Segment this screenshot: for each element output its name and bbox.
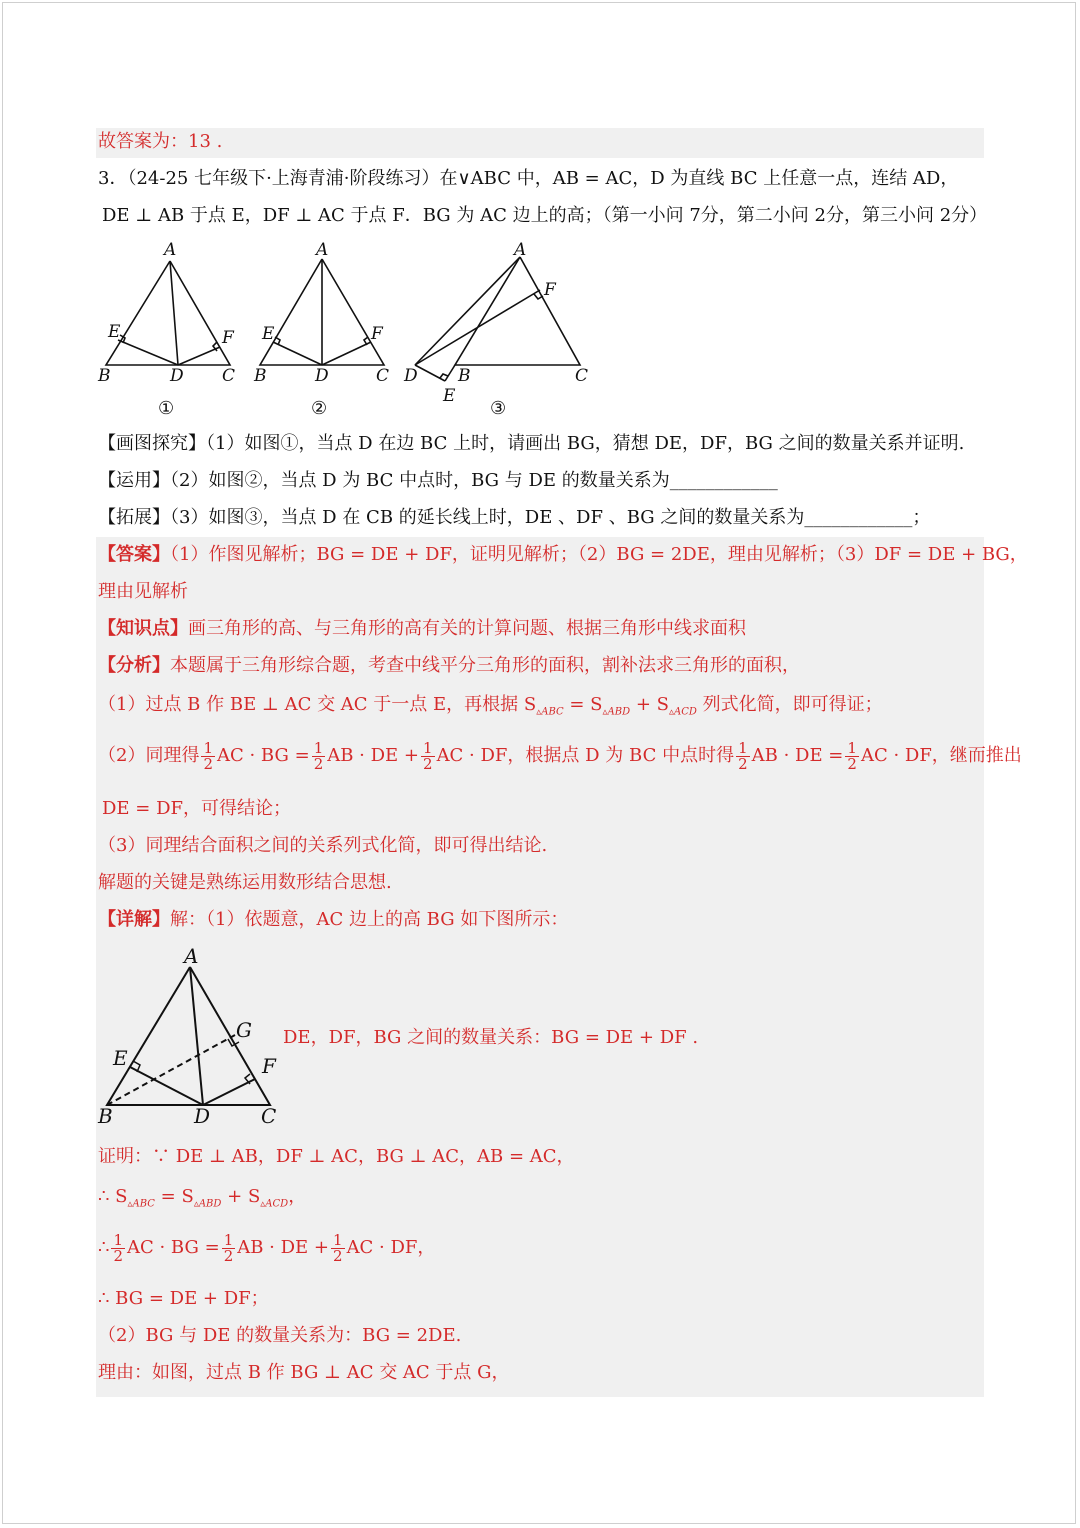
proof-line-4: ∴ BG = DE + DF； bbox=[98, 1288, 269, 1309]
p3-b: AC · BG = bbox=[127, 1237, 220, 1258]
fraction-half: $\frac{1}{2}$ bbox=[113, 1230, 123, 1265]
figure-3 bbox=[415, 257, 580, 381]
sol-label-E: E bbox=[113, 1046, 128, 1070]
answer-text: （1）作图见解析；BG = DE + DF，证明见解析；（2）BG = 2DE，理由见解析；（3）DF = DE + BG， bbox=[170, 544, 1028, 565]
p2-sub1: ▵ABC bbox=[127, 1198, 155, 1210]
figure-caption-2: ② bbox=[311, 398, 328, 419]
p2-a: ∴ S bbox=[98, 1186, 128, 1207]
analysis-key: 解题的关键是熟练运用数形结合思想. bbox=[98, 872, 392, 893]
analysis-step-1 bbox=[98, 691, 883, 727]
analysis-tag: 【分析】 bbox=[98, 655, 170, 676]
fig3-label-B: B bbox=[458, 366, 471, 386]
s2-c: AB · DE + bbox=[327, 745, 420, 766]
solution-figure bbox=[95, 945, 295, 1130]
detail-part-2: （2）BG 与 DE 的数量关系为：BG = 2DE. bbox=[98, 1325, 462, 1346]
proof-1: ∵ DE ⊥ AB，DF ⊥ AC，BG ⊥ AC，AB = AC， bbox=[152, 1146, 575, 1167]
fig1-label-A: A bbox=[164, 240, 177, 260]
fig2-label-B: B bbox=[254, 366, 267, 386]
proof-line-2 bbox=[98, 1183, 306, 1219]
fig3-label-A: A bbox=[514, 240, 527, 260]
p2-sub2: ▵ABD bbox=[193, 1198, 222, 1210]
figure-2 bbox=[260, 259, 384, 365]
fig1-label-F: F bbox=[222, 328, 234, 348]
fig1-label-E: E bbox=[108, 322, 121, 342]
fig2-label-E: E bbox=[262, 324, 275, 344]
s1-sub3: ▵ACD bbox=[668, 706, 697, 718]
sol-label-B: B bbox=[98, 1104, 113, 1128]
fraction-half: $\frac{1}{2}$ bbox=[738, 738, 748, 773]
problem-line-1: 3．（24-25 七年级下·上海青浦·阶段练习）在∨ABC 中，AB = AC，D 为直线 BC 上任意一点，连结 AD， bbox=[98, 168, 959, 189]
fraction-half: $\frac{1}{2}$ bbox=[333, 1230, 343, 1265]
detail-tag: 【详解】 bbox=[98, 909, 170, 930]
part-1: 【画图探究】（1）如图①，当点 D 在边 BC 上时，请画出 BG，猜想 DE，DF，BG 之间的数量关系并证明. bbox=[98, 433, 965, 454]
s2-d: AC · DF，根据点 D 为 BC 中点时得 bbox=[436, 745, 735, 766]
s2-a: （2）同理得 bbox=[98, 745, 200, 766]
s1-b: = S bbox=[563, 694, 603, 715]
knowledge-line bbox=[98, 615, 746, 643]
part-3: 【拓展】（3）如图③，当点 D 在 CB 的延长线上时，DE 、DF 、BG 之间的数量关系为____________； bbox=[98, 507, 931, 528]
s2-e: AB · DE = bbox=[751, 745, 844, 766]
fig3-label-C: C bbox=[575, 366, 589, 386]
sol-label-D: D bbox=[194, 1104, 211, 1128]
p2-b: = S bbox=[154, 1186, 194, 1207]
analysis-step-2-cont: DE = DF，可得结论； bbox=[102, 798, 292, 819]
fraction-half: $\frac{1}{2}$ bbox=[847, 738, 857, 773]
fig3-label-E: E bbox=[443, 386, 456, 406]
knowledge-tag: 【知识点】 bbox=[98, 618, 188, 639]
fraction-half: $\frac{1}{2}$ bbox=[203, 738, 213, 773]
fraction-half: $\frac{1}{2}$ bbox=[313, 738, 324, 773]
analysis-step-2 bbox=[98, 736, 1022, 776]
p3-a: ∴ bbox=[98, 1237, 110, 1258]
p3-c: AB · DE + bbox=[237, 1237, 330, 1258]
answer-line-1 bbox=[98, 541, 1028, 569]
part-2: 【运用】（2）如图②，当点 D 为 BC 中点时，BG 与 DE 的数量关系为____________ bbox=[98, 470, 778, 491]
proof-label: 证明： bbox=[98, 1146, 152, 1167]
figure-1 bbox=[106, 261, 230, 365]
problem-line-2: DE ⊥ AB 于点 E，DF ⊥ AC 于点 F．BG 为 AC 边上的高；（第一小问 7分，第二小问 2分，第三小问 2分） bbox=[102, 205, 988, 226]
proof-line-1 bbox=[98, 1143, 575, 1171]
fig3-label-F: F bbox=[544, 280, 556, 300]
sol-label-F: F bbox=[262, 1054, 276, 1078]
figure-caption-3: ③ bbox=[490, 398, 507, 419]
s2-b: AC · BG = bbox=[217, 745, 310, 766]
fig2-label-A: A bbox=[316, 240, 329, 260]
sol-label-G: G bbox=[236, 1018, 252, 1042]
fig1-label-C: C bbox=[222, 366, 236, 386]
analysis-text: 本题属于三角形综合题，考查中线平分三角形的面积，割补法求三角形的面积， bbox=[170, 655, 800, 676]
s1-sub2: ▵ABD bbox=[602, 706, 631, 718]
fig2-label-D: D bbox=[315, 366, 329, 386]
s1-sub1: ▵ABC bbox=[536, 706, 564, 718]
sol-label-C: C bbox=[261, 1104, 277, 1128]
fig1-label-B: B bbox=[98, 366, 111, 386]
fig2-label-F: F bbox=[371, 324, 383, 344]
previous-answer: 故答案为：13 . bbox=[98, 131, 223, 152]
figure-caption-1: ① bbox=[158, 398, 175, 419]
analysis-line bbox=[98, 652, 800, 680]
analysis-step-3: （3）同理结合面积之间的关系列式化简，即可得出结论. bbox=[98, 835, 548, 856]
answer-line-2: 理由见解析 bbox=[98, 581, 188, 602]
sol-label-A: A bbox=[184, 944, 199, 968]
fig2-label-C: C bbox=[376, 366, 390, 386]
knowledge-text: 画三角形的高、与三角形的高有关的计算问题、根据三角形中线求面积 bbox=[188, 618, 746, 639]
s1-a: （1）过点 B 作 BE ⊥ AC 交 AC 于一点 E，再根据 S bbox=[98, 694, 537, 715]
detail-reason: 理由：如图，过点 B 作 BG ⊥ AC 交 AC 于点 G， bbox=[98, 1362, 510, 1383]
s1-c: + S bbox=[630, 694, 669, 715]
p2-sub3: ▵ACD bbox=[260, 1198, 289, 1210]
fraction-half: $\frac{1}{2}$ bbox=[423, 738, 433, 773]
p2-d: ， bbox=[288, 1186, 307, 1207]
detail-intro-text: 解：（1）依题意，AC 边上的高 BG 如下图所示： bbox=[170, 909, 569, 930]
detail-intro bbox=[98, 906, 568, 934]
fig3-label-D: D bbox=[404, 366, 418, 386]
fig1-label-D: D bbox=[170, 366, 184, 386]
answer-background bbox=[96, 128, 984, 158]
proof-line-3 bbox=[98, 1228, 435, 1268]
s2-f: AC · DF，继而推出 bbox=[860, 745, 1022, 766]
fraction-half: $\frac{1}{2}$ bbox=[223, 1230, 234, 1265]
detail-relation: DE，DF，BG 之间的数量关系：BG = DE + DF . bbox=[283, 1027, 699, 1048]
p2-c: + S bbox=[221, 1186, 261, 1207]
answer-tag: 【答案】 bbox=[98, 544, 170, 565]
s1-d: 列式化简，即可得证； bbox=[696, 694, 883, 715]
problem-figures bbox=[90, 235, 610, 425]
p3-d: AC · DF， bbox=[346, 1237, 436, 1258]
